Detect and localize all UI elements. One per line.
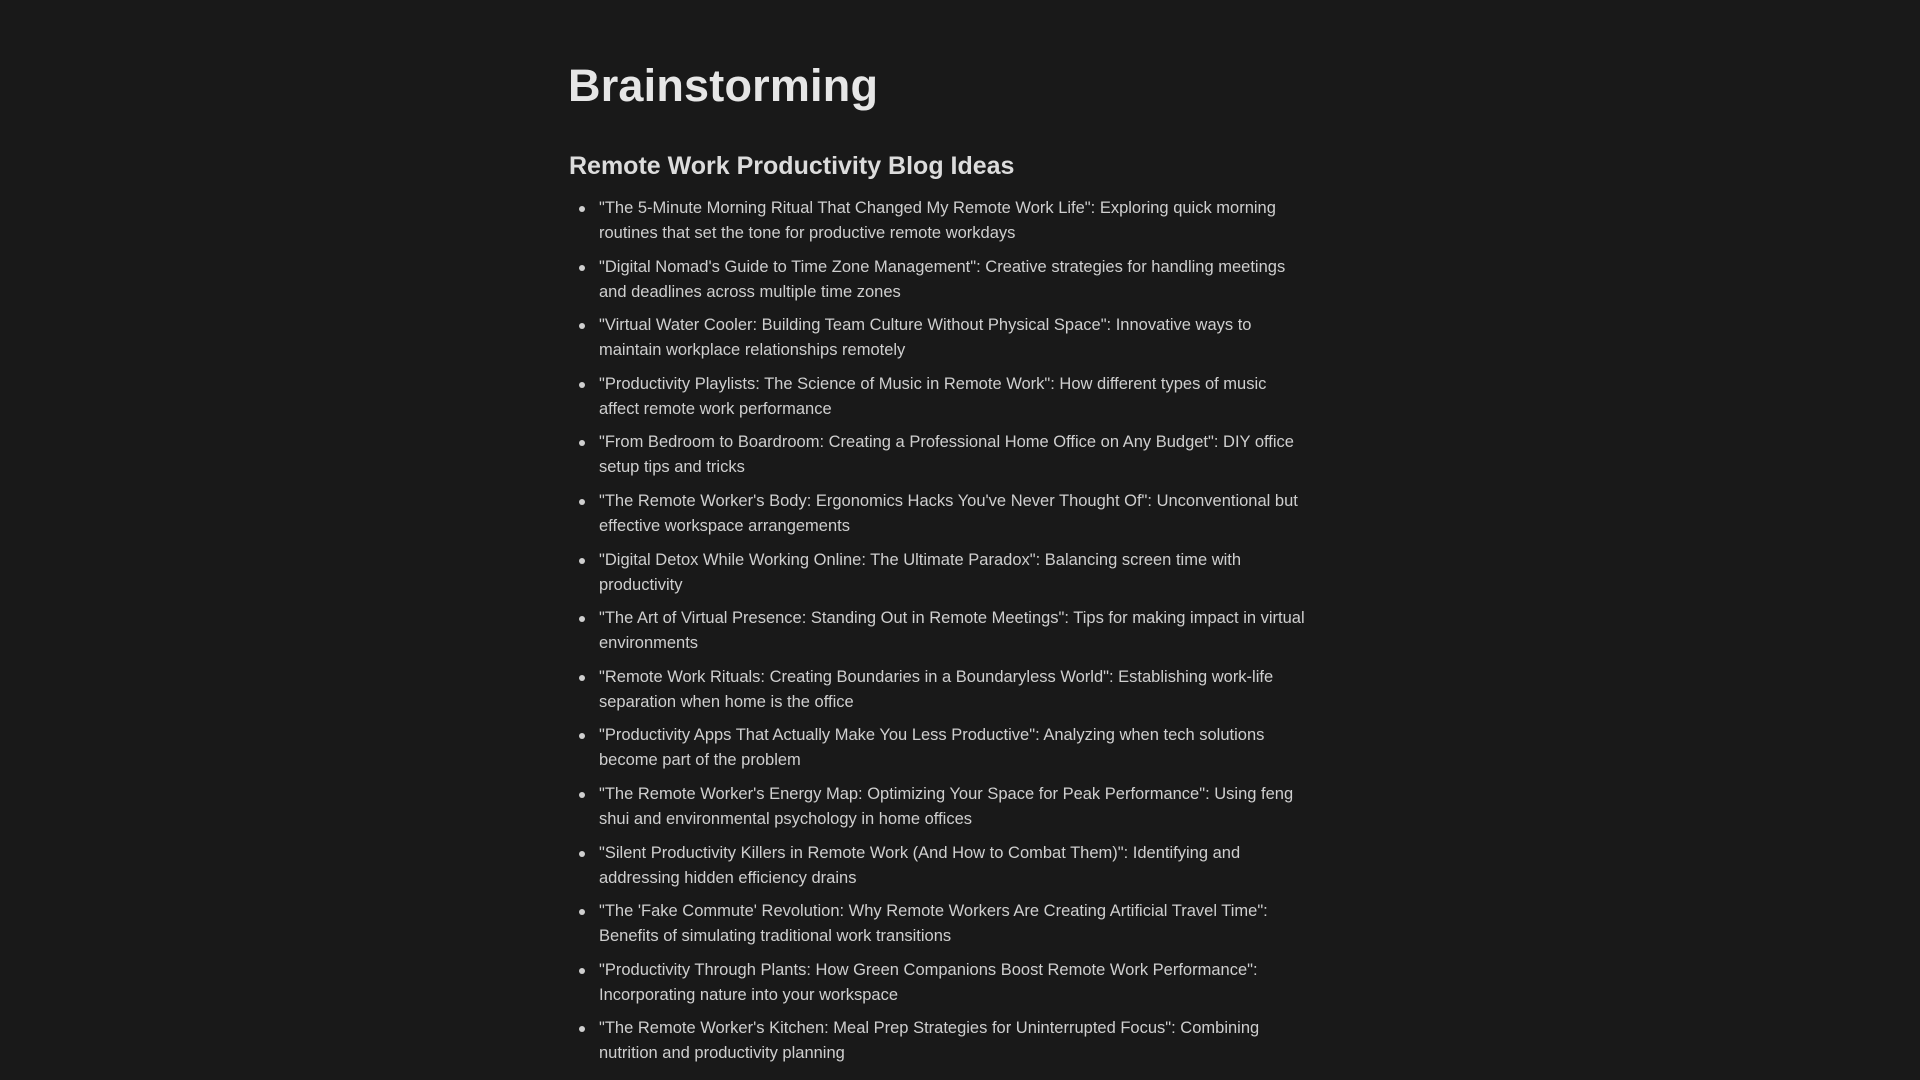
list-item[interactable] [568, 489, 1308, 548]
bullet-icon [579, 792, 585, 798]
list-item[interactable] [568, 723, 1308, 782]
bullet-icon [579, 851, 585, 857]
list-item[interactable] [568, 665, 1308, 724]
list-item-text: "The Remote Worker's Energy Map: Optimizing Your Space for Peak Performance": Using feng shui and environmental psychology in home offices [599, 784, 1294, 828]
list-item[interactable] [568, 958, 1308, 1017]
bullet-icon [579, 382, 585, 388]
list-item[interactable] [568, 606, 1308, 665]
list-item[interactable] [568, 841, 1308, 900]
bullet-icon [579, 968, 585, 974]
bullet-icon [579, 558, 585, 564]
list-item-text: "The Remote Worker's Body: Ergonomics Hacks You've Never Thought Of": Unconventional but effective workspace arrangements [599, 491, 1298, 535]
bullet-icon [579, 440, 585, 446]
list-item[interactable] [568, 313, 1308, 372]
bullet-icon [579, 499, 585, 505]
page-title[interactable]: Brainstorming [568, 60, 879, 111]
bullet-icon [579, 733, 585, 739]
list-item-text: "The 'Fake Commute' Revolution: Why Remote Workers Are Creating Artificial Travel Time": Benefits of simulating traditional work transitions [599, 902, 1268, 946]
list-item-text: "Silent Productivity Killers in Remote Work (And How to Combat Them)": Identifying and addressing hidden efficiency drains [599, 843, 1241, 887]
list-item[interactable] [568, 255, 1308, 314]
list-item-text: "Productivity Through Plants: How Green Companions Boost Remote Work Performance": Incorporating nature into your workspace [599, 960, 1258, 1004]
list-item-text: "Remote Work Rituals: Creating Boundaries in a Boundaryless World": Establishing work-life separation when home is the office [599, 667, 1274, 711]
list-item-text: "From Bedroom to Boardroom: Creating a Professional Home Office on Any Budget": DIY office setup tips and tricks [599, 433, 1294, 477]
bullet-icon [579, 909, 585, 915]
list-item[interactable] [568, 372, 1308, 431]
list-item-text: "The Remote Worker's Kitchen: Meal Prep Strategies for Uninterrupted Focus": Combining nutrition and productivity planning [599, 1019, 1260, 1063]
bullet-icon [579, 675, 585, 681]
list-item-text: "Digital Detox While Working Online: The Ultimate Paradox": Balancing screen time with productivity [599, 550, 1242, 594]
blog-ideas-list [568, 196, 1308, 1075]
section-heading[interactable]: Remote Work Productivity Blog Ideas [569, 152, 1015, 180]
list-item[interactable] [568, 196, 1308, 255]
list-item-text: "Productivity Playlists: The Science of Music in Remote Work": How different types of music affect remote work performance [599, 374, 1267, 418]
bullet-icon [579, 206, 585, 212]
list-item-text: "The 5-Minute Morning Ritual That Changed My Remote Work Life": Exploring quick morning routines that set the tone for productive remote workdays [599, 199, 1276, 242]
list-item[interactable] [568, 548, 1308, 607]
list-item-text: "Virtual Water Cooler: Building Team Culture Without Physical Space": Innovative ways to maintain workplace relationships remotely [599, 316, 1252, 360]
bullet-icon [579, 616, 585, 622]
list-item[interactable] [568, 1016, 1308, 1075]
bullet-icon [579, 1026, 585, 1032]
list-item-text: "Productivity Apps That Actually Make You Less Productive": Analyzing when tech solutions become part of the problem [599, 726, 1265, 770]
list-item-text: "The Art of Virtual Presence: Standing Out in Remote Meetings": Tips for making impact in virtual environments [599, 609, 1305, 653]
list-item-text: "Digital Nomad's Guide to Time Zone Management": Creative strategies for handling meetings and deadlines across multiple time zones [599, 257, 1286, 301]
list-item[interactable] [568, 430, 1308, 489]
list-item[interactable] [568, 899, 1308, 958]
bullet-icon [579, 323, 585, 329]
bullet-icon [579, 265, 585, 271]
list-item[interactable] [568, 782, 1308, 841]
